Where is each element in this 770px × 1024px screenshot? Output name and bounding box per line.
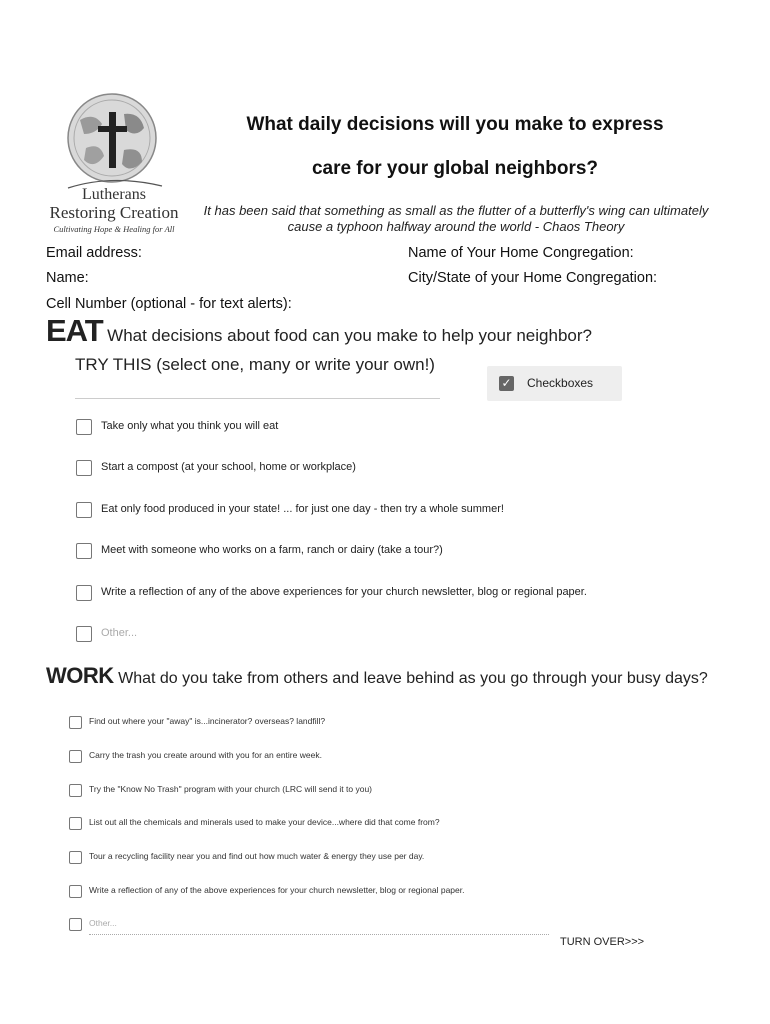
logo-name-line1: Lutherans [82,186,146,203]
work-question: What do you take from others and leave behind as you go through your busy days? [118,670,708,687]
work-section-heading [46,663,708,689]
eat-question: What decisions about food can you make to help your neighbor? [107,326,592,345]
logo-tagline: Cultivating Hope & Healing for All [53,224,175,234]
checkmark-icon: ✓ [499,376,514,391]
checkbox[interactable] [76,543,92,559]
checkbox[interactable] [76,502,92,518]
divider [75,398,440,399]
eat-section-heading [46,313,592,349]
eat-heading: EAT [46,313,103,348]
work-heading: WORK [46,663,114,688]
checkbox[interactable] [76,419,92,435]
quote-line2: cause a typhoon halfway around the world - Chaos Theory [287,219,625,234]
checkbox[interactable] [69,716,82,729]
page-title-line2: care for your global neighbors? [311,158,599,179]
work-option-label: Try the "Know No Trash" program with your church (LRC will send it to you) [89,784,373,794]
other-input-underline [89,934,549,935]
work-other-label: Other... [89,918,117,928]
eat-option-label: Start a compost (at your school, home or workplace) [101,461,356,473]
eat-option-label: Eat only food produced in your state! ... for just one day - then try a whole summer! [101,503,504,515]
checkbox[interactable] [69,918,82,931]
checkbox[interactable] [76,626,92,642]
checkbox[interactable] [69,750,82,763]
checkbox[interactable] [69,885,82,898]
work-option-label: List out all the chemicals and minerals used to make your device...where did that come from? [89,817,440,827]
quote-line1: It has been said that something as small as the flutter of a butterfly's wing can ultimately [203,203,709,218]
checkboxes-legend [487,366,622,401]
work-option-label: Tour a recycling facility near you and find out how much water & energy they use per day. [89,851,425,861]
work-option-label: Find out where your "away" is...incinerator? overseas? landfill? [89,716,326,726]
congregation-field-label: Name of Your Home Congregation: [408,245,634,261]
checkbox[interactable] [76,460,92,476]
checkboxes-legend-label: Checkboxes [527,376,594,390]
checkbox[interactable] [69,784,82,797]
checkbox[interactable] [69,851,82,864]
email-field-label: Email address: [46,245,142,261]
eat-option-label: Take only what you think you will eat [101,420,279,432]
city-state-field-label: City/State of your Home Congregation: [408,270,658,286]
checkbox[interactable] [76,585,92,601]
try-this-label: TRY THIS (select one, many or write your own!) [75,355,435,374]
quote [186,203,726,235]
globe-cross-icon [44,90,184,190]
work-option-label: Write a reflection of any of the above experiences for your church newsletter, blog or regional paper. [89,885,465,895]
eat-option-label: Meet with someone who works on a farm, ranch or dairy (take a tour?) [101,544,443,556]
name-field-label: Name: [46,270,89,286]
eat-option-label: Write a reflection of any of the above experiences for your church newsletter, blog or regional paper. [101,586,587,598]
logo-name-line2: Restoring Creation [49,203,179,222]
work-option-label: Carry the trash you create around with you for an entire week. [89,750,322,760]
eat-other-label: Other... [101,627,138,639]
turn-over-label: TURN OVER>>> [560,936,645,948]
page-title-line1: What daily decisions will you make to express [246,114,664,135]
checkbox[interactable] [69,817,82,830]
cell-field-label: Cell Number (optional - for text alerts): [46,296,292,312]
